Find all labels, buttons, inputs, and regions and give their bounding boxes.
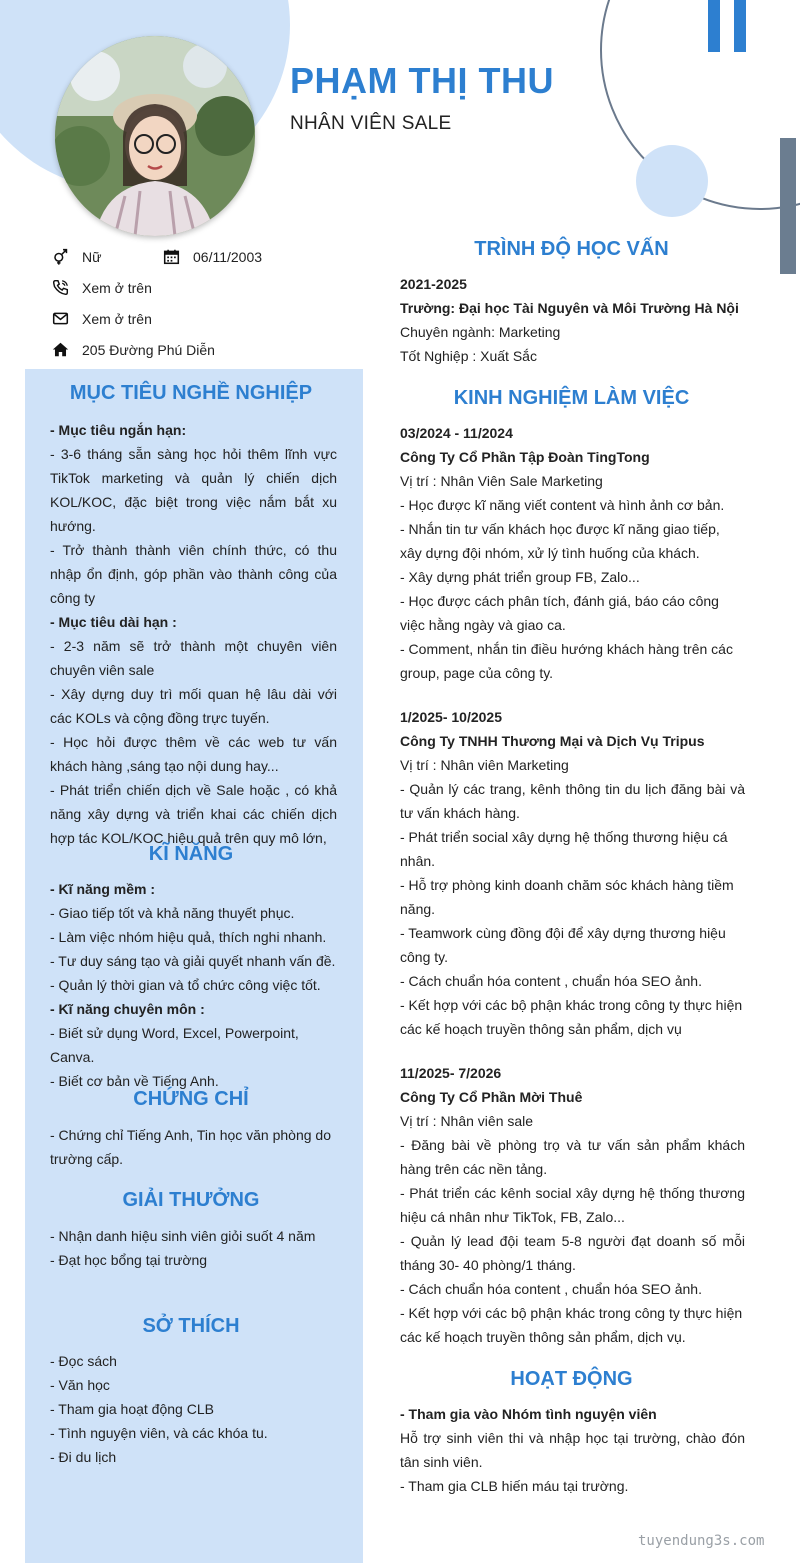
job-task: - Hỗ trợ phòng kinh doanh chăm sóc khách hàng tiềm năng. bbox=[400, 877, 734, 917]
education-period: 2021-2025 bbox=[400, 276, 467, 292]
job-title: NHÂN VIÊN SALE bbox=[290, 113, 452, 134]
job-company: Công Ty TNHH Thương Mại và Dịch Vụ Tripus bbox=[400, 733, 705, 749]
certificates-content: - Chứng chỉ Tiếng Anh, Tin học văn phòng do trường cấp. bbox=[50, 1127, 332, 1167]
soft-skill-item: - Giao tiếp tốt và khả năng thuyết phục. bbox=[50, 905, 295, 921]
address-row bbox=[52, 341, 215, 358]
hobby-item: - Đọc sách bbox=[50, 1353, 117, 1369]
job-task: - Quản lý các trang, kênh thông tin du lịch đăng bài và tư vấn khách hàng. bbox=[400, 781, 745, 821]
certificates-title: CHỨNG CHỈ bbox=[133, 1088, 249, 1110]
education-major: Chuyên ngành: Marketing bbox=[400, 324, 561, 340]
soft-skill-item: - Tư duy sáng tạo và giải quyết nhanh vấn đề. bbox=[50, 953, 336, 969]
email-row bbox=[52, 310, 152, 327]
long-term-label: - Mục tiêu dài hạn : bbox=[50, 614, 177, 630]
education-graduation: Tốt Nghiệp : Xuất Sắc bbox=[400, 348, 537, 364]
job-task: - Học được kĩ năng viết content và hình ảnh cơ bản. bbox=[400, 497, 725, 513]
short-term-label: - Mục tiêu ngắn hạn: bbox=[50, 422, 187, 438]
skills-title: KĨ NĂNG bbox=[148, 843, 234, 865]
education-school: Trường: Đại học Tài Nguyên và Môi Trường Hà Nội bbox=[400, 300, 739, 316]
job-period: 03/2024 - 11/2024 bbox=[400, 425, 513, 441]
decor-bar bbox=[708, 0, 720, 52]
job-period: 11/2025- 7/2026 bbox=[400, 1065, 502, 1081]
career-goal-title: MỤC TIÊU NGHỀ NGHIỆP bbox=[69, 382, 313, 404]
job-company: Công Ty Cổ Phần Tập Đoàn TingTong bbox=[400, 449, 650, 465]
hobbies-title: SỞ THÍCH bbox=[142, 1315, 240, 1337]
long-term-item: - Học hỏi được thêm về các web tư vấn khách hàng ,sáng tạo nội dung hay... bbox=[50, 734, 337, 774]
activity-text: - Tham gia CLB hiến máu tại trường. bbox=[400, 1478, 629, 1494]
education-title: TRÌNH ĐỘ HỌC VẤN bbox=[474, 238, 669, 260]
hobby-item: - Văn học bbox=[50, 1377, 110, 1393]
hard-skill-item: - Biết cơ bản về Tiếng Anh. bbox=[50, 1073, 219, 1089]
decor-side-bar bbox=[780, 138, 796, 274]
decor-bars bbox=[708, 0, 748, 52]
job-task: - Cách chuẩn hóa content , chuẩn hóa SEO ảnh. bbox=[400, 1281, 702, 1297]
long-term-item: - Phát triển chiến dịch về Sale hoặc , có khả năng xây dựng và triển khai các chiến dịch hợp tác KOL/KOC hiệu quả trên quy mô lớn, bbox=[50, 782, 337, 846]
job-task: - Đăng bài về phòng trọ và tư vấn sản phẩm khách hàng trên các nền tảng. bbox=[400, 1137, 745, 1177]
soft-skills-label: - Kĩ năng mềm : bbox=[50, 881, 156, 897]
job-task: - Xây dựng phát triển group FB, Zalo... bbox=[400, 569, 640, 585]
hobby-item: - Tham gia hoạt động CLB bbox=[50, 1401, 214, 1417]
job-entry bbox=[400, 1061, 745, 1349]
phone-text: Xem ở trên bbox=[82, 279, 152, 296]
email-text: Xem ở trên bbox=[82, 310, 152, 327]
job-task: - Quản lý lead đội team 5-8 người đạt doanh số mỗi tháng 30- 40 phòng/1 tháng. bbox=[400, 1233, 745, 1273]
activity-text: Hỗ trợ sinh viên thi và nhập học tại trường, chào đón tân sinh viên. bbox=[400, 1430, 745, 1470]
home-icon bbox=[52, 341, 69, 358]
soft-skill-item: - Quản lý thời gian và tổ chức công việc tốt. bbox=[50, 977, 321, 993]
activities-content bbox=[400, 1402, 745, 1498]
job-position: Vị trí : Nhân Viên Sale Marketing bbox=[400, 473, 603, 489]
job-entry bbox=[400, 705, 745, 1041]
avatar bbox=[55, 36, 255, 236]
education-content bbox=[400, 272, 745, 368]
career-goal-content bbox=[50, 418, 337, 850]
job-task: - Teamwork cùng đồng đội để xây dựng thương hiệu công ty. bbox=[400, 925, 726, 965]
activity-label: - Tham gia vào Nhóm tình nguyện viên bbox=[400, 1406, 657, 1422]
job-period: 1/2025- 10/2025 bbox=[400, 709, 502, 725]
hobby-item: - Đi du lịch bbox=[50, 1449, 117, 1465]
short-term-item: - 3-6 tháng sẵn sàng học hỏi thêm lĩnh vực TikTok marketing và quản lý chiến dịch KOL/KOC, đặc biệt trong việc nắm bắt xu hướng. bbox=[50, 446, 337, 534]
job-task: - Phát triển các kênh social xây dựng hệ thống thương hiệu cá nhân như TikTok, FB, Zalo... bbox=[400, 1185, 745, 1225]
phone-row bbox=[52, 279, 152, 296]
gender-row bbox=[52, 248, 101, 265]
long-term-item: - Xây dựng duy trì mối quan hệ lâu dài với các KOLs và cộng đồng trực tuyến. bbox=[50, 686, 337, 726]
job-company: Công Ty Cổ Phần Mời Thuê bbox=[400, 1089, 583, 1105]
skills-content bbox=[50, 877, 345, 1093]
birthdate-text: 06/11/2003 bbox=[193, 248, 263, 265]
soft-skill-item: - Làm việc nhóm hiệu quả, thích nghi nhanh. bbox=[50, 929, 327, 945]
job-entry bbox=[400, 421, 745, 685]
short-term-item: - Trở thành thành viên chính thức, có thu nhập ổn định, góp phần vào thành công của công ty bbox=[50, 542, 337, 606]
address-text: 205 Đường Phú Diễn bbox=[82, 341, 215, 358]
activities-title: HOẠT ĐỘNG bbox=[510, 1368, 633, 1390]
email-icon bbox=[52, 310, 69, 327]
award-item: - Nhận danh hiệu sinh viên giỏi suốt 4 năm bbox=[50, 1228, 316, 1244]
job-task: - Cách chuẩn hóa content , chuẩn hóa SEO ảnh. bbox=[400, 973, 702, 989]
hobby-item: - Tình nguyện viên, và các khóa tu. bbox=[50, 1425, 268, 1441]
calendar-icon bbox=[163, 248, 180, 265]
job-task: - Học được cách phân tích, đánh giá, báo cáo công việc hằng ngày và giao ca. bbox=[400, 593, 719, 633]
awards-content bbox=[50, 1224, 345, 1272]
job-task: - Phát triển social xây dựng hệ thống thương hiệu cá nhân. bbox=[400, 829, 728, 869]
job-position: Vị trí : Nhân viên sale bbox=[400, 1113, 534, 1129]
decor-bar bbox=[734, 0, 746, 52]
job-task: - Kết hợp với các bộ phận khác trong công ty thực hiện các kế hoạch truyền thông sản phẩm, dịch vụ. bbox=[400, 1305, 743, 1345]
job-task: - Nhắn tin tư vấn khách học được kĩ năng giao tiếp, xây dựng đội nhóm, xử lý tình huống của khách. bbox=[400, 521, 720, 561]
candidate-name: PHẠM THỊ THU bbox=[290, 60, 554, 101]
job-task: - Comment, nhắn tin điều hướng khách hàng trên các group, page của công ty. bbox=[400, 641, 733, 681]
phone-icon bbox=[52, 279, 69, 296]
award-item: - Đạt học bổng tại trường bbox=[50, 1252, 208, 1268]
gender-icon bbox=[52, 248, 69, 265]
birthdate-row bbox=[163, 248, 262, 265]
hobbies-content bbox=[50, 1349, 345, 1469]
gender-text: Nữ bbox=[82, 248, 102, 265]
hard-skill-item: - Biết sử dụng Word, Excel, Powerpoint, Canva. bbox=[50, 1025, 299, 1065]
decor-circle-small bbox=[636, 145, 708, 217]
job-position: Vị trí : Nhân viên Marketing bbox=[400, 757, 569, 773]
long-term-item: - 2-3 năm sẽ trở thành một chuyên viên chuyên viên sale bbox=[50, 638, 337, 678]
watermark: tuyendung3s.com bbox=[638, 1533, 765, 1549]
hard-skills-label: - Kĩ năng chuyên môn : bbox=[50, 1001, 205, 1017]
job-task: - Kết hợp với các bộ phận khác trong công ty thực hiện các kế hoạch truyền thông sản phẩm, dịch vụ bbox=[400, 997, 743, 1037]
awards-title: GIẢI THƯỞNG bbox=[122, 1189, 260, 1211]
experience-title: KINH NGHIỆM LÀM VIỆC bbox=[453, 387, 690, 409]
